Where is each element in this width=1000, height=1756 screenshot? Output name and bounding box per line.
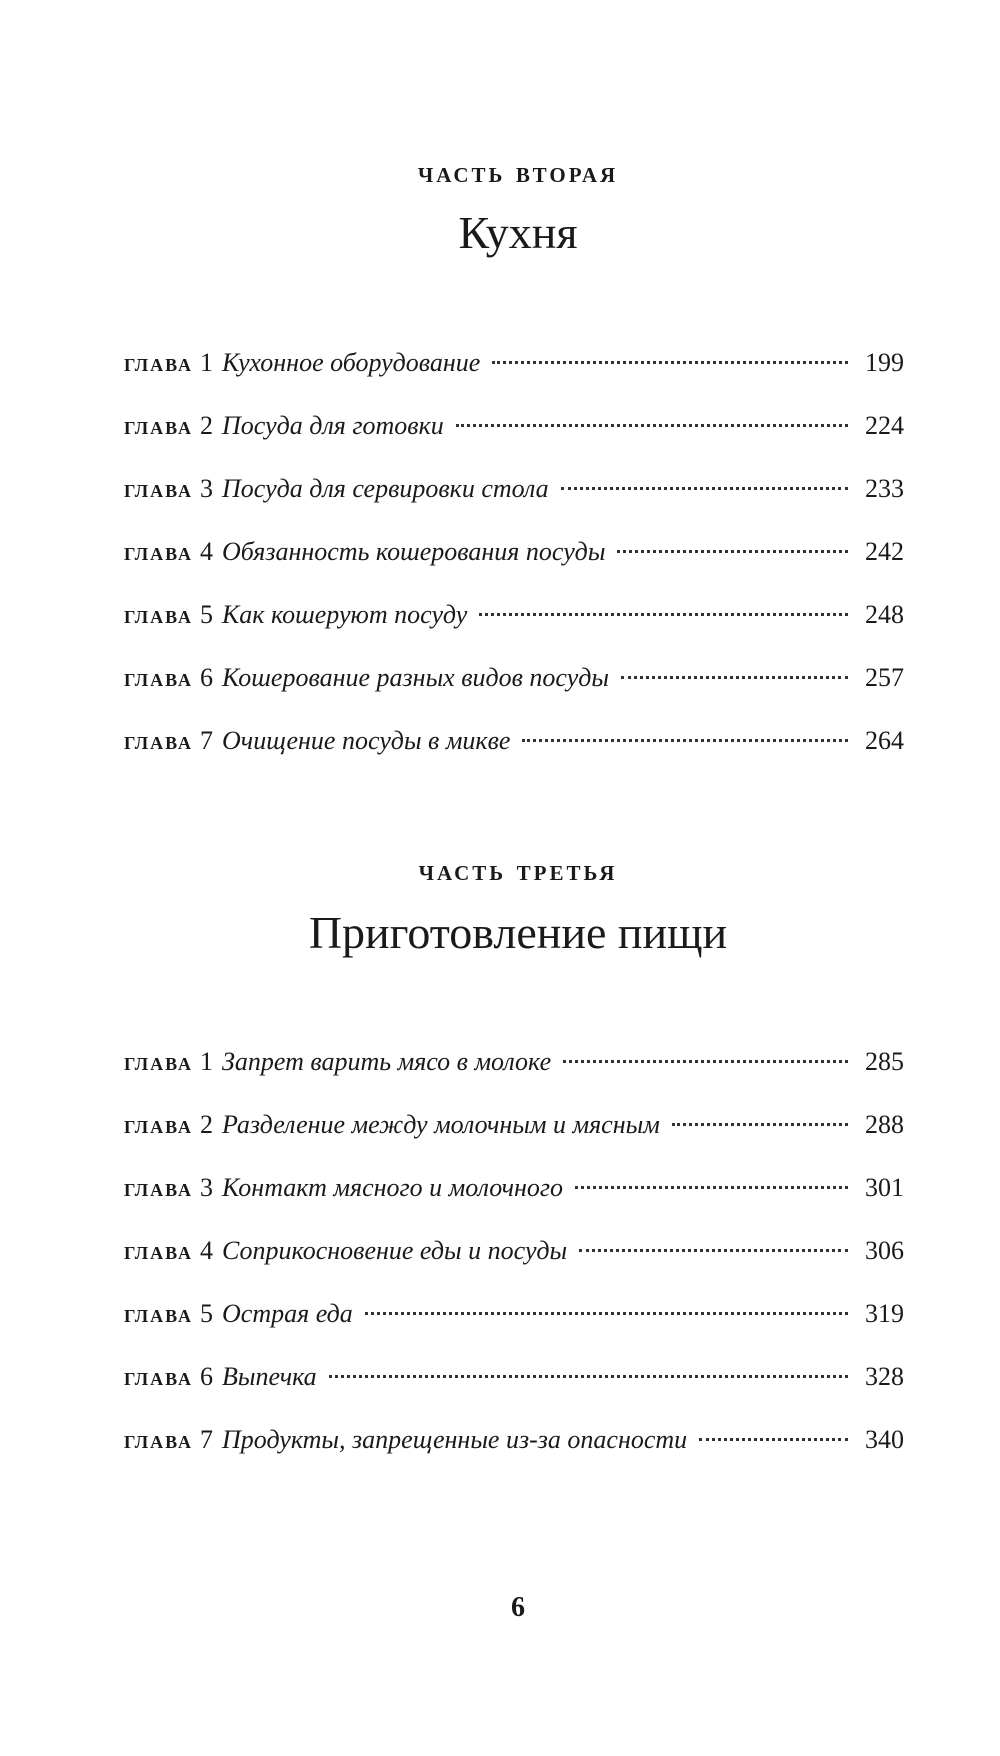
toc-entry[interactable] (124, 1173, 904, 1213)
chapter-title: Как кошеруют посуду (222, 600, 468, 629)
dot-leader (621, 676, 848, 679)
page-number: 233 (865, 474, 904, 503)
part-two-label: часть вторая (417, 156, 619, 189)
toc-entry[interactable] (124, 474, 904, 514)
page-number: 199 (865, 348, 904, 377)
chapter-title: Очищение посуды в микве (222, 726, 511, 755)
chapter-number: 1 (200, 1047, 214, 1076)
page-number: 306 (865, 1236, 904, 1265)
chapter-title: Запрет варить мясо в молоке (222, 1047, 552, 1076)
part-three-label: часть третья (418, 854, 618, 887)
page-number: 257 (865, 663, 904, 692)
page-number: 224 (865, 411, 904, 440)
toc-entry[interactable] (124, 411, 904, 451)
toc-entry[interactable] (124, 1362, 904, 1402)
chapter-number: 4 (200, 1236, 214, 1265)
page-number: 242 (865, 537, 904, 566)
chapter-label: глава (124, 411, 194, 440)
dot-leader (561, 487, 848, 490)
toc-entry[interactable] (124, 726, 904, 766)
toc-entry[interactable] (124, 1047, 904, 1087)
chapter-label: глава (124, 537, 194, 566)
toc-entry[interactable] (124, 537, 904, 577)
chapter-label: глава (124, 474, 194, 503)
chapter-title: Обязанность кошерования посуды (222, 537, 606, 566)
chapter-title: Продукты, запрещенные из-за опасности (222, 1425, 688, 1454)
chapter-label: глава (124, 600, 194, 629)
chapter-title: Посуда для сервировки стола (222, 474, 549, 503)
chapter-number: 3 (200, 1173, 214, 1202)
chapter-number: 3 (200, 474, 214, 503)
dot-leader (672, 1123, 848, 1126)
chapter-number: 1 (200, 348, 214, 377)
page-number: 264 (865, 726, 904, 755)
page-number: 340 (865, 1425, 904, 1454)
page-number: 248 (865, 600, 904, 629)
chapter-title: Выпечка (222, 1362, 317, 1391)
page-number: 301 (865, 1173, 904, 1202)
chapter-label: глава (124, 348, 194, 377)
chapter-label: глава (124, 726, 194, 755)
dot-leader (563, 1060, 848, 1063)
chapter-label: глава (124, 1425, 194, 1454)
chapter-title: Посуда для готовки (222, 411, 444, 440)
chapter-number: 2 (200, 1110, 214, 1139)
chapter-number: 2 (200, 411, 214, 440)
chapter-title: Соприкосновение еды и посуды (222, 1236, 568, 1265)
chapter-label: глава (124, 1173, 194, 1202)
toc-entry[interactable] (124, 663, 904, 703)
dot-leader (329, 1375, 848, 1378)
chapter-title: Кошерование разных видов посуды (222, 663, 610, 692)
toc-entry[interactable] (124, 1299, 904, 1339)
chapter-label: глава (124, 1110, 194, 1139)
dot-leader (456, 424, 848, 427)
chapter-label: глава (124, 1299, 194, 1328)
page-number: 288 (865, 1110, 904, 1139)
dot-leader (522, 739, 848, 742)
dot-leader (365, 1312, 848, 1315)
part-two-title: Кухня (458, 207, 578, 258)
dot-leader (579, 1249, 848, 1252)
part-three-title: Приготовление пищи (308, 907, 728, 958)
chapter-number: 7 (200, 726, 214, 755)
dot-leader (617, 550, 848, 553)
toc-entry[interactable] (124, 1236, 904, 1276)
chapter-number: 5 (200, 1299, 214, 1328)
dot-leader (575, 1186, 848, 1189)
chapter-title: Контакт мясного и молочного (222, 1173, 564, 1202)
chapter-number: 7 (200, 1425, 214, 1454)
chapter-label: глава (124, 663, 194, 692)
chapter-number: 4 (200, 537, 214, 566)
dot-leader (479, 613, 848, 616)
chapter-number: 6 (200, 1362, 214, 1391)
page-folio: 6 (511, 1592, 525, 1623)
dot-leader (699, 1438, 848, 1441)
toc-entry[interactable] (124, 348, 904, 388)
page-number: 319 (865, 1299, 904, 1328)
page-number: 285 (865, 1047, 904, 1076)
page-number: 328 (865, 1362, 904, 1391)
chapter-title: Острая еда (222, 1299, 353, 1328)
chapter-label: глава (124, 1362, 194, 1391)
dot-leader (492, 361, 848, 364)
chapter-title: Кухонное оборудование (222, 348, 481, 377)
toc-entry[interactable] (124, 1110, 904, 1150)
chapter-number: 5 (200, 600, 214, 629)
chapter-label: глава (124, 1236, 194, 1265)
chapter-number: 6 (200, 663, 214, 692)
chapter-title: Разделение между молочным и мясным (222, 1110, 660, 1139)
toc-entry[interactable] (124, 1425, 904, 1465)
toc-entry[interactable] (124, 600, 904, 640)
chapter-label: глава (124, 1047, 194, 1076)
